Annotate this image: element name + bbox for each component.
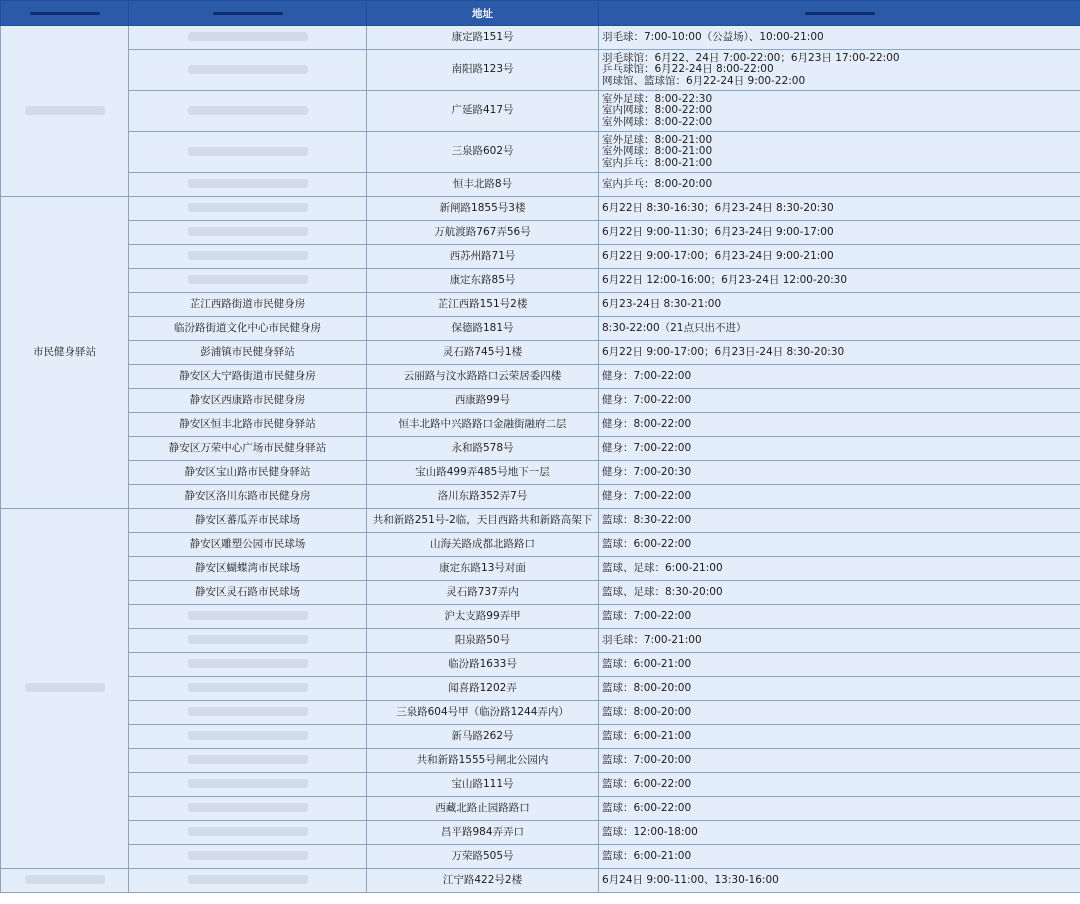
table-row (1, 677, 1080, 701)
address-cell: 共和新路251号-2临，天目西路共和新路高架下 (367, 509, 599, 533)
address-cell: 江宁路422号2楼 (367, 869, 599, 893)
redacted-text (188, 227, 308, 236)
address-cell: 洛川东路352弄7号 (367, 485, 599, 509)
table-row (1, 725, 1080, 749)
table-row (1, 91, 1080, 132)
hours-line: 室外足球：8:00-22:30 (602, 92, 713, 105)
table-row (1, 869, 1080, 893)
table-row (1, 173, 1080, 197)
venue-name-cell (129, 245, 367, 269)
venue-name-cell (129, 701, 367, 725)
table-row (1, 221, 1080, 245)
redacted-text (188, 32, 308, 41)
table-row (1, 461, 1080, 485)
venue-name-cell (129, 821, 367, 845)
venue-name-cell: 静安区灵石路市民球场 (129, 581, 367, 605)
redacted-text (188, 707, 308, 716)
redacted-text (188, 683, 308, 692)
hours-cell (599, 485, 1080, 509)
venue-name-cell (129, 605, 367, 629)
header-hours (599, 1, 1080, 26)
redacted-bar (213, 12, 283, 15)
hours-cell (599, 413, 1080, 437)
table-row (1, 26, 1080, 50)
address-cell: 西康路99号 (367, 389, 599, 413)
table-row (1, 50, 1080, 91)
redacted-text (188, 779, 308, 788)
venue-name-cell (129, 749, 367, 773)
venue-name-cell (129, 221, 367, 245)
hours-line: 室外足球：8:00-21:00 (602, 133, 713, 146)
redacted-text (188, 635, 308, 644)
redacted-text (188, 147, 308, 156)
venue-name-cell: 静安区雕塑公园市民球场 (129, 533, 367, 557)
table-row (1, 293, 1080, 317)
hours-line: 室外网球：8:00-21:00 (602, 145, 713, 158)
address-cell: 阳泉路50号 (367, 629, 599, 653)
table-row (1, 269, 1080, 293)
hours-line: 健身：7:00-22:00 (602, 369, 692, 382)
redacted-text (188, 179, 308, 188)
table-row (1, 365, 1080, 389)
hours-cell (599, 50, 1080, 91)
redacted-bar (30, 12, 100, 15)
address-cell: 康定路151号 (367, 26, 599, 50)
venue-name-cell: 静安区恒丰北路市民健身驿站 (129, 413, 367, 437)
venue-name-cell: 临汾路街道文化中心市民健身房 (129, 317, 367, 341)
address-cell: 康定东路13号对面 (367, 557, 599, 581)
hours-cell (599, 341, 1080, 365)
redacted-text (188, 611, 308, 620)
hours-line: 乒乓球馆：6月22-24日 8:00-22:00 (602, 63, 774, 76)
hours-line: 羽毛球：7:00-21:00 (602, 633, 702, 646)
table-body (1, 26, 1080, 893)
address-cell: 西苏州路71号 (367, 245, 599, 269)
table-row (1, 773, 1080, 797)
venue-name-cell: 芷江西路街道市民健身房 (129, 293, 367, 317)
address-cell: 临汾路1633号 (367, 653, 599, 677)
table-row (1, 341, 1080, 365)
redacted-text (188, 851, 308, 860)
hours-line: 篮球：6:00-22:00 (602, 537, 692, 550)
redacted-text (188, 106, 308, 115)
venue-name-cell: 静安区洛川东路市民健身房 (129, 485, 367, 509)
redacted-text (188, 731, 308, 740)
hours-cell (599, 845, 1080, 869)
hours-cell (599, 317, 1080, 341)
venue-name-cell: 静安区西康路市民健身房 (129, 389, 367, 413)
hours-line: 篮球：8:30-22:00 (602, 513, 692, 526)
table-row (1, 533, 1080, 557)
table-row (1, 389, 1080, 413)
venue-name-cell (129, 132, 367, 173)
address-cell: 宝山路499弄485号地下一层 (367, 461, 599, 485)
hours-cell (599, 773, 1080, 797)
venue-name-cell (129, 269, 367, 293)
table-row (1, 629, 1080, 653)
hours-cell (599, 365, 1080, 389)
hours-cell (599, 749, 1080, 773)
table-row (1, 557, 1080, 581)
venue-name-cell (129, 26, 367, 50)
venue-name-cell: 静安区万荣中心广场市民健身驿站 (129, 437, 367, 461)
address-cell: 宝山路111号 (367, 773, 599, 797)
venue-name-cell (129, 869, 367, 893)
hours-cell (599, 701, 1080, 725)
venue-name-cell (129, 50, 367, 91)
address-cell: 新闸路1855号3楼 (367, 197, 599, 221)
hours-cell (599, 509, 1080, 533)
hours-line: 6月22日 9:00-11:30；6月23-24日 9:00-17:00 (602, 225, 834, 238)
header-category (1, 1, 129, 26)
hours-line: 室内乒乓：8:00-21:00 (602, 156, 713, 169)
hours-line: 8:30-22:00（21点只出不进） (602, 321, 747, 334)
hours-cell (599, 557, 1080, 581)
hours-cell (599, 581, 1080, 605)
address-cell: 恒丰北路中兴路路口金融街融府二层 (367, 413, 599, 437)
redacted-text (188, 203, 308, 212)
venue-name-cell (129, 173, 367, 197)
venue-name-cell (129, 677, 367, 701)
table-row (1, 581, 1080, 605)
redacted-text (25, 106, 105, 115)
venue-name-cell (129, 91, 367, 132)
table-row (1, 317, 1080, 341)
hours-cell (599, 533, 1080, 557)
hours-cell (599, 725, 1080, 749)
hours-cell (599, 245, 1080, 269)
redacted-text (25, 875, 105, 884)
venue-name-cell (129, 653, 367, 677)
address-cell: 三泉路602号 (367, 132, 599, 173)
hours-line: 篮球：6:00-21:00 (602, 657, 692, 670)
hours-cell (599, 653, 1080, 677)
hours-line: 羽毛球：7:00-10:00（公益场）、10:00-21:00 (602, 30, 824, 43)
hours-cell (599, 437, 1080, 461)
hours-line: 健身：8:00-22:00 (602, 417, 692, 430)
address-cell: 灵石路745号1楼 (367, 341, 599, 365)
table-row (1, 509, 1080, 533)
venue-name-cell (129, 797, 367, 821)
hours-cell (599, 461, 1080, 485)
table-row (1, 701, 1080, 725)
redacted-text (188, 275, 308, 284)
hours-line: 篮球：6:00-22:00 (602, 777, 692, 790)
redacted-text (188, 251, 308, 260)
address-cell: 新马路262号 (367, 725, 599, 749)
address-cell: 共和新路1555号闸北公园内 (367, 749, 599, 773)
hours-cell (599, 869, 1080, 893)
redacted-text (25, 683, 105, 692)
address-cell: 万航渡路767弄56号 (367, 221, 599, 245)
redacted-text (188, 875, 308, 884)
hours-line: 篮球：12:00-18:00 (602, 825, 698, 838)
address-cell: 昌平路984弄弄口 (367, 821, 599, 845)
table-row (1, 485, 1080, 509)
address-cell: 永和路578号 (367, 437, 599, 461)
redacted-text (188, 659, 308, 668)
hours-line: 篮球：7:00-22:00 (602, 609, 692, 622)
venue-name-cell (129, 773, 367, 797)
venue-name-cell: 静安区大宁路街道市民健身房 (129, 365, 367, 389)
venue-name-cell (129, 629, 367, 653)
venue-name-cell (129, 845, 367, 869)
venue-name-cell (129, 197, 367, 221)
redacted-text (188, 827, 308, 836)
address-cell: 保德路181号 (367, 317, 599, 341)
hours-line: 6月22日 9:00-17:00；6月23日-24日 8:30-20:30 (602, 345, 845, 358)
address-cell: 广延路417号 (367, 91, 599, 132)
table-row (1, 653, 1080, 677)
category-cell (1, 869, 129, 893)
table-row (1, 605, 1080, 629)
hours-line: 健身：7:00-22:00 (602, 441, 692, 454)
redacted-text (188, 65, 308, 74)
hours-line: 健身：7:00-22:00 (602, 489, 692, 502)
hours-line: 篮球：6:00-22:00 (602, 801, 692, 814)
header-address: 地址 (367, 1, 599, 26)
table-row (1, 197, 1080, 221)
hours-cell (599, 293, 1080, 317)
hours-line: 6月22日 8:30-16:30；6月23-24日 8:30-20:30 (602, 201, 834, 214)
table-row (1, 437, 1080, 461)
table-row (1, 245, 1080, 269)
hours-cell (599, 173, 1080, 197)
venue-name-cell: 静安区蝴蝶湾市民球场 (129, 557, 367, 581)
table-row (1, 797, 1080, 821)
hours-line: 健身：7:00-20:30 (602, 465, 692, 478)
header-venue (129, 1, 367, 26)
hours-cell (599, 91, 1080, 132)
hours-line: 室外网球：8:00-22:00 (602, 115, 713, 128)
hours-line: 网球馆、篮球馆：6月22-24日 9:00-22:00 (602, 74, 806, 87)
venue-name-cell: 彭浦镇市民健身驿站 (129, 341, 367, 365)
hours-cell (599, 221, 1080, 245)
venue-name-cell: 静安区宝山路市民健身驿站 (129, 461, 367, 485)
hours-cell (599, 605, 1080, 629)
redacted-bar (805, 12, 875, 15)
hours-line: 篮球、足球：8:30-20:00 (602, 585, 723, 598)
hours-line: 篮球：7:00-20:00 (602, 753, 692, 766)
venue-name-cell: 静安区蕃瓜弄市民球场 (129, 509, 367, 533)
address-cell: 恒丰北路8号 (367, 173, 599, 197)
hours-cell (599, 677, 1080, 701)
hours-line: 6月22日 12:00-16:00；6月23-24日 12:00-20:30 (602, 273, 848, 286)
hours-line: 6月23-24日 8:30-21:00 (602, 297, 722, 310)
hours-line: 6月22日 9:00-17:00；6月23-24日 9:00-21:00 (602, 249, 834, 262)
hours-line: 篮球、足球：6:00-21:00 (602, 561, 723, 574)
hours-line: 篮球：8:00-20:00 (602, 705, 692, 718)
redacted-text (188, 803, 308, 812)
hours-line: 羽毛球馆：6月22、24日 7:00-22:00；6月23日 17:00-22:00 (602, 51, 900, 64)
address-cell: 西藏北路止园路路口 (367, 797, 599, 821)
address-cell: 南阳路123号 (367, 50, 599, 91)
hours-cell (599, 132, 1080, 173)
table-row (1, 413, 1080, 437)
category-cell (1, 509, 129, 869)
category-cell (1, 26, 129, 197)
hours-cell (599, 269, 1080, 293)
hours-cell (599, 821, 1080, 845)
hours-line: 室内乒乓：8:00-20:00 (602, 177, 713, 190)
hours-cell (599, 197, 1080, 221)
address-cell: 山海关路成都北路路口 (367, 533, 599, 557)
hours-line: 健身：7:00-22:00 (602, 393, 692, 406)
address-cell: 云丽路与汶水路路口云荣居委四楼 (367, 365, 599, 389)
hours-cell (599, 26, 1080, 50)
table-row (1, 132, 1080, 173)
hours-line: 6月24日 9:00-11:00、13:30-16:00 (602, 873, 779, 886)
address-cell: 闻喜路1202弄 (367, 677, 599, 701)
address-cell: 芷江西路151号2楼 (367, 293, 599, 317)
table-row (1, 845, 1080, 869)
address-cell: 灵石路737弄内 (367, 581, 599, 605)
hours-cell (599, 389, 1080, 413)
category-cell: 市民健身驿站 (1, 197, 129, 509)
redacted-text (188, 755, 308, 764)
address-cell: 三泉路604号甲（临汾路1244弄内） (367, 701, 599, 725)
hours-line: 篮球：6:00-21:00 (602, 729, 692, 742)
table-header-row (1, 1, 1080, 26)
hours-line: 室内网球：8:00-22:00 (602, 104, 713, 117)
hours-line: 篮球：8:00-20:00 (602, 681, 692, 694)
table-row (1, 749, 1080, 773)
hours-cell (599, 797, 1080, 821)
venue-name-cell (129, 725, 367, 749)
address-cell: 康定东路85号 (367, 269, 599, 293)
address-cell: 万荣路505号 (367, 845, 599, 869)
table-row (1, 821, 1080, 845)
hours-cell (599, 629, 1080, 653)
hours-line: 篮球：6:00-21:00 (602, 849, 692, 862)
address-cell: 沪太支路99弄甲 (367, 605, 599, 629)
